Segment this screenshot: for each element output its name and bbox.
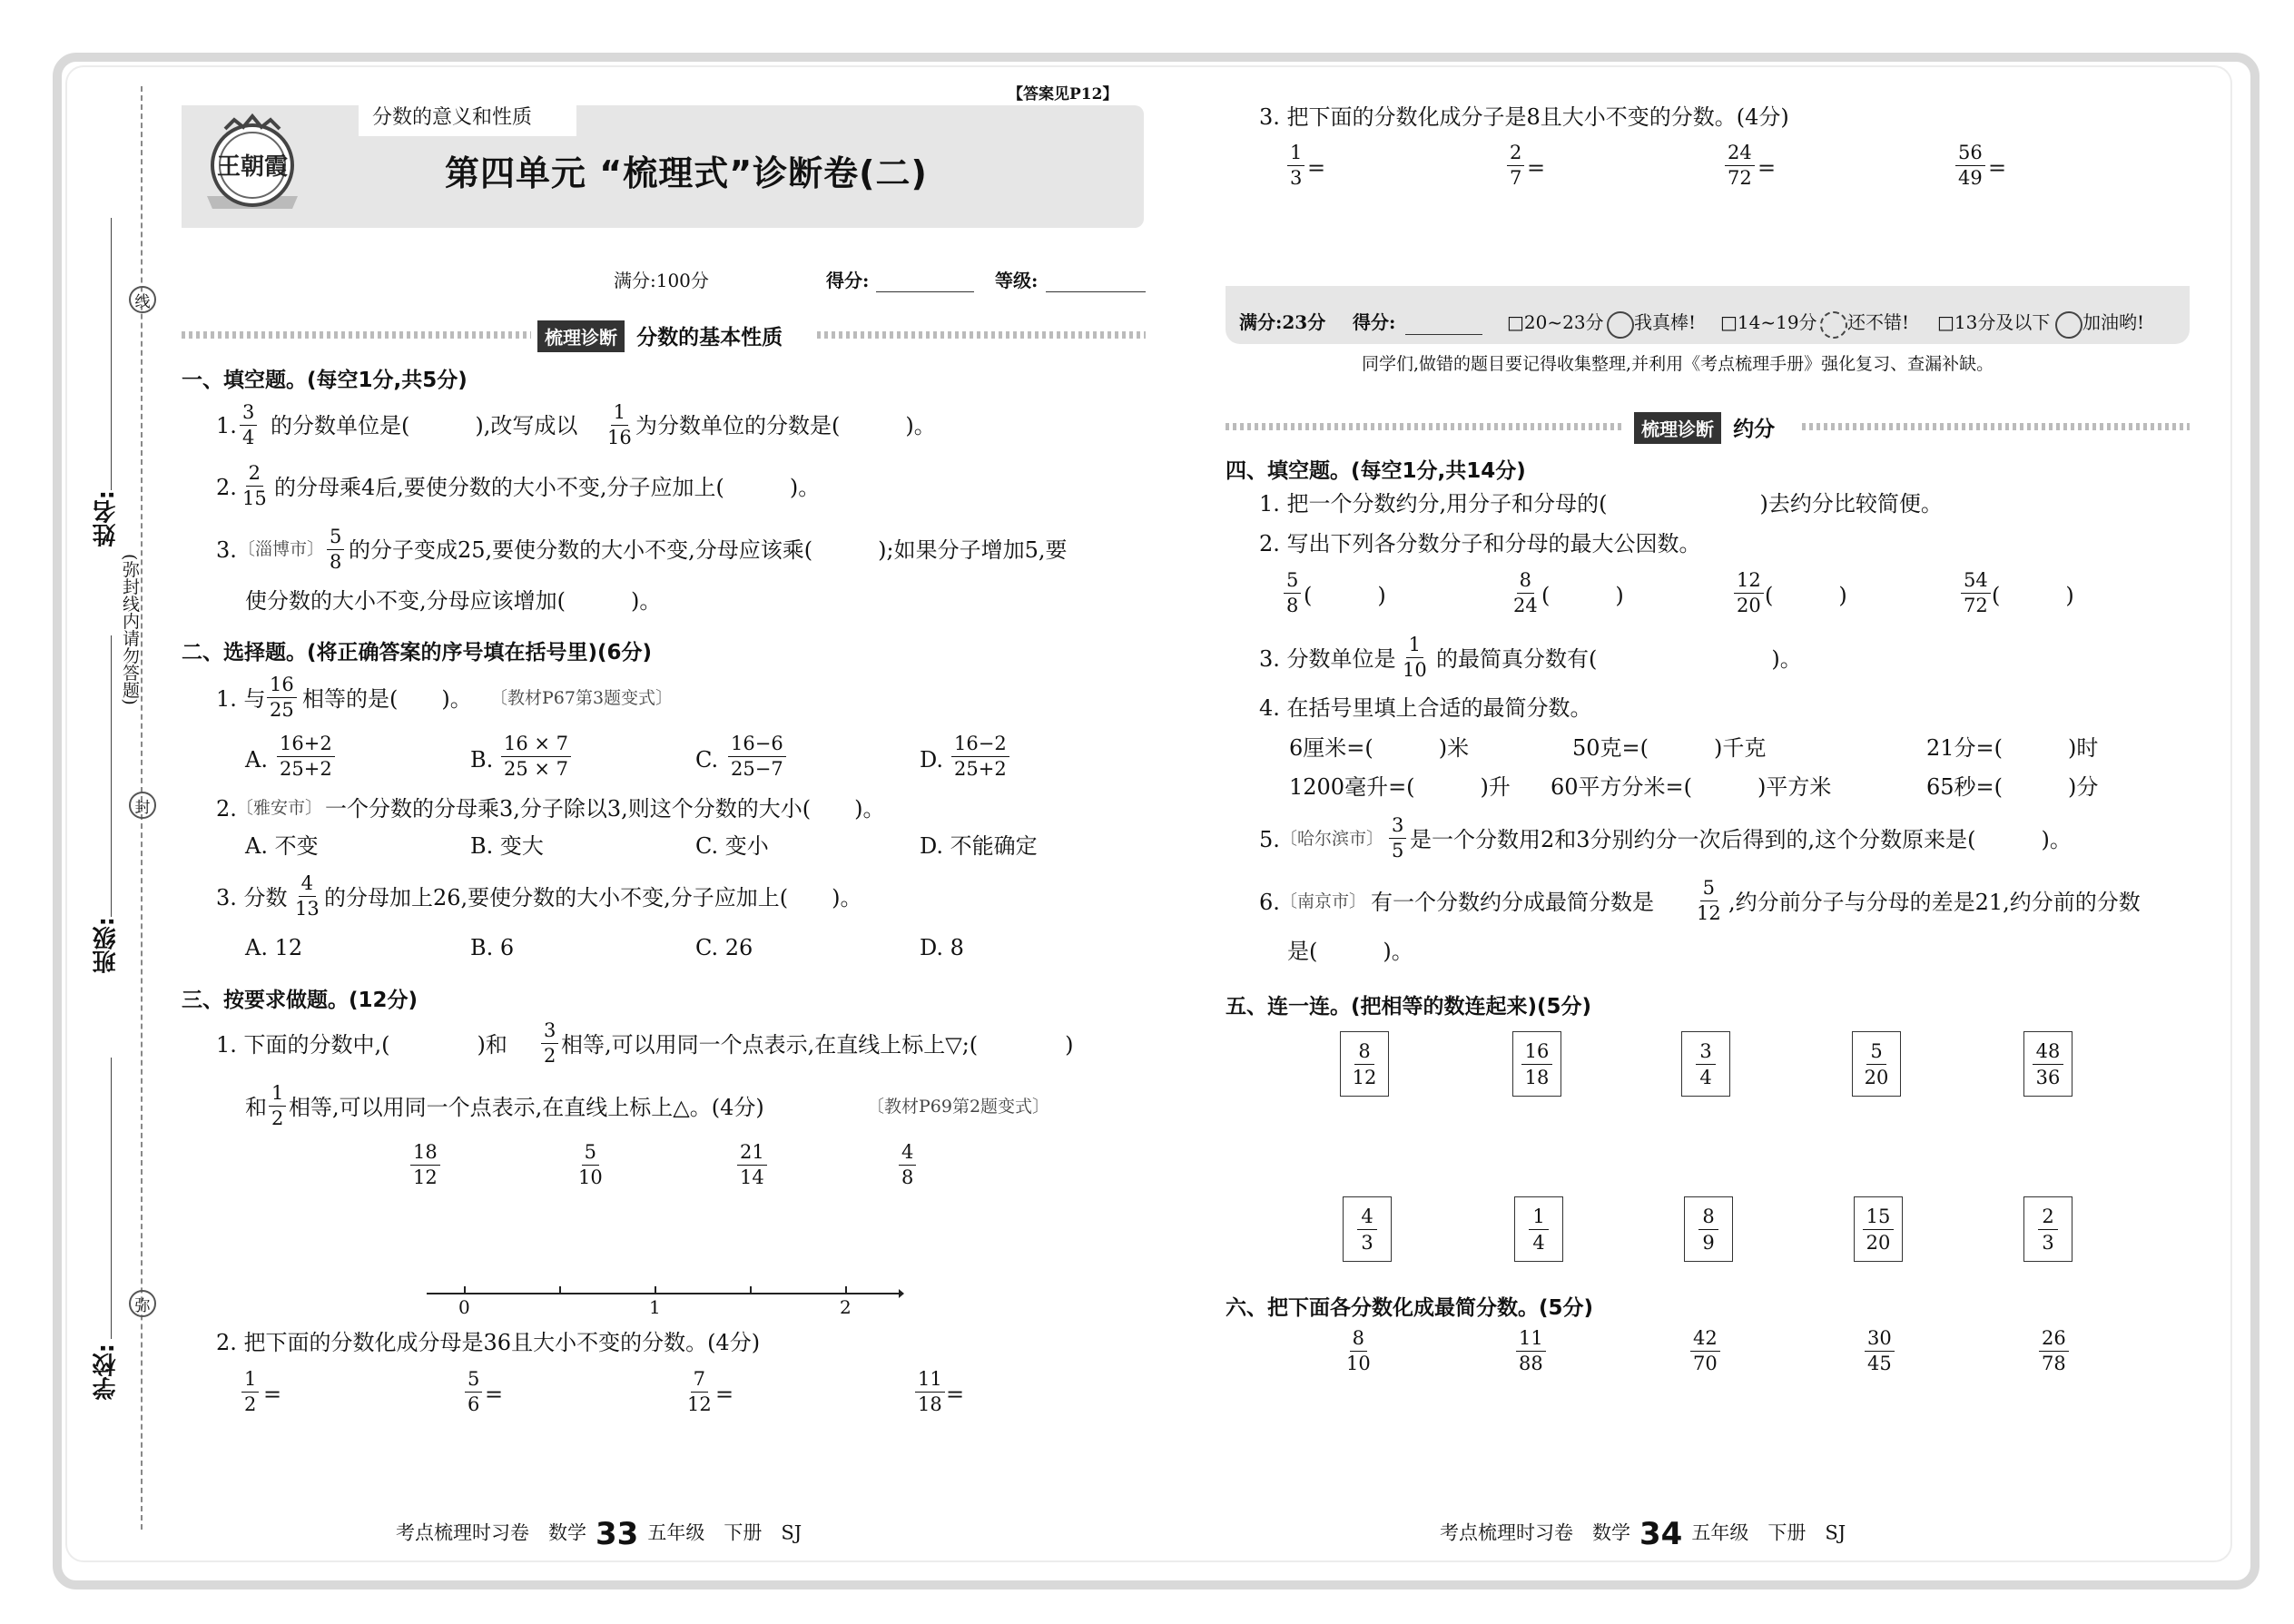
seal-note: (弥封线内请勿答题) bbox=[120, 554, 140, 705]
footer-left bbox=[396, 1516, 802, 1552]
score-option-2-text: 还不错! bbox=[1847, 311, 1910, 333]
q4-6-text-cont: 是( )。 bbox=[1287, 939, 1413, 964]
option: B. 6 bbox=[470, 935, 515, 960]
score-bar-full: 满分:23分 bbox=[1239, 311, 1326, 333]
page-number: 34 bbox=[1639, 1516, 1683, 1552]
answer-paren[interactable]: ( ) bbox=[1304, 583, 1386, 608]
fraction: $\frac{1}{2}$ bbox=[269, 1083, 286, 1129]
equals-sign: = bbox=[1757, 155, 1777, 181]
fraction: $\frac{11}{88}$ bbox=[1516, 1328, 1546, 1374]
q1-3-text: 的分子变成25,要使分数的大小不变,分母应该乘( );如果分子增加5,要 bbox=[349, 537, 1068, 563]
unit-conversion: 21分=( )时 bbox=[1926, 735, 2099, 761]
equals-sign: = bbox=[485, 1382, 504, 1407]
q3-1-text: 1. 下面的分数中,( )和 bbox=[216, 1032, 507, 1058]
q4-6-text: 有一个分数约分成最简分数是 bbox=[1371, 890, 1654, 915]
fraction: $\frac{1}{10}$ bbox=[1403, 634, 1427, 682]
fraction: $\frac{5}{8}$ bbox=[1284, 570, 1301, 616]
fraction: $\frac{2}{7}$ bbox=[1507, 143, 1524, 189]
q2-1-ref: 〔教材P67第3题变式〕 bbox=[490, 688, 674, 708]
grade-label: 等级: bbox=[995, 270, 1039, 291]
unit-conversion: 60平方分米=( )平方米 bbox=[1551, 774, 1832, 800]
number-line[interactable] bbox=[427, 1278, 904, 1324]
cheer-icon bbox=[2055, 311, 2082, 339]
q3-1-ref: 〔教材P69第2题变式〕 bbox=[867, 1097, 1050, 1117]
option: C. 26 bbox=[695, 935, 753, 960]
option-fraction: $\frac{16-6}{25-7}$ bbox=[728, 733, 786, 780]
answer-paren[interactable]: ( ) bbox=[1541, 583, 1624, 608]
fraction: $\frac{30}{45}$ bbox=[1865, 1328, 1895, 1374]
subject-title: 分数的意义和性质 bbox=[372, 106, 533, 129]
fraction: $\frac{8}{24}$ bbox=[1513, 569, 1538, 617]
fraction: $\frac{21}{14}$ bbox=[737, 1142, 767, 1188]
seal-char-xian: 线 bbox=[129, 286, 156, 313]
match-box-bottom[interactable]: 8 9 bbox=[1684, 1196, 1733, 1262]
fraction: $\frac{24}{72}$ bbox=[1725, 143, 1755, 189]
footer-grade: 五年级 下册 SJ bbox=[647, 1521, 802, 1544]
equals-sign: = bbox=[263, 1382, 282, 1407]
option-label: B. bbox=[470, 747, 494, 773]
q2-3-text: 3. 分数 bbox=[216, 885, 288, 910]
q1-3-text-cont: 使分数的大小不变,分母应该增加( )。 bbox=[245, 588, 662, 614]
unit-conversion: 50克=( )千克 bbox=[1572, 735, 1767, 761]
answer-ref: 【答案见P12】 bbox=[1008, 85, 1118, 103]
q4-3-text: 3. 分数单位是 bbox=[1259, 646, 1396, 672]
q3-3-title: 3. 把下面的分数化成分子是8且大小不变的分数。(4分) bbox=[1259, 104, 1789, 130]
fraction: $\frac{2}{15}$ bbox=[242, 462, 267, 510]
fraction: $\frac{54}{72}$ bbox=[1961, 570, 1991, 616]
section2-tag: 梳理诊断 bbox=[1634, 412, 1721, 444]
number-line-label: 2 bbox=[840, 1296, 852, 1318]
fraction: $\frac{26}{78}$ bbox=[2039, 1328, 2069, 1374]
seal-char-feng: 封 bbox=[129, 792, 156, 819]
unit-conversion: 1200毫升=( )升 bbox=[1289, 774, 1511, 800]
fraction: $\frac{1}{3}$ bbox=[1287, 143, 1305, 189]
section-divider bbox=[817, 331, 1146, 339]
q6-title: 六、把下面各分数化成最简分数。(5分) bbox=[1226, 1296, 1594, 1320]
answer-paren[interactable]: ( ) bbox=[1765, 583, 1847, 608]
fraction: $\frac{3}{4}$ bbox=[240, 402, 257, 448]
unit-conversion: 65秒=( )分 bbox=[1926, 774, 2099, 800]
q2-2-text: 一个分数的分母乘3,分子除以3,则这个分数的大小( )。 bbox=[325, 796, 885, 822]
footer-right bbox=[1440, 1516, 1846, 1552]
option-fraction: $\frac{16-2}{25+2}$ bbox=[951, 733, 1009, 780]
score-bar-score: 得分: bbox=[1353, 311, 1396, 333]
unit-conversion: 6厘米=( )米 bbox=[1289, 735, 1470, 761]
svg-text:王朝霞: 王朝霞 bbox=[216, 153, 289, 181]
q4-5-text: 是一个分数用2和3分别约分一次后得到的,这个分数原来是( )。 bbox=[1410, 827, 2072, 852]
equals-sign: = bbox=[1307, 155, 1326, 181]
fraction: $\frac{5}{8}$ bbox=[327, 527, 344, 573]
school-line bbox=[111, 1058, 112, 1339]
fraction: $\frac{3}{2}$ bbox=[541, 1020, 558, 1067]
q2-1-text: 1. 与 bbox=[216, 686, 266, 712]
fraction: $\frac{5}{10}$ bbox=[578, 1141, 603, 1189]
fraction: $\frac{7}{12}$ bbox=[687, 1368, 712, 1416]
section1-heading bbox=[537, 320, 783, 352]
q1-1-text: 的分数单位是( ),改写成以 bbox=[271, 413, 578, 438]
score-option-1-text: 我真棒! bbox=[1634, 311, 1697, 333]
option-fraction: $\frac{16 \times 7}{25 \times 7}$ bbox=[501, 733, 571, 780]
q3-1-text-cont: 相等,可以用同一个点表示,在直线上标上△。(4分) bbox=[289, 1095, 764, 1120]
q1-1-num: 1. bbox=[216, 413, 237, 438]
option-label: A. bbox=[245, 747, 268, 773]
publisher-logo bbox=[198, 109, 307, 218]
q4-6-ref: 〔南京市〕 bbox=[1280, 891, 1367, 911]
q2-title: 二、选择题。(将正确答案的序号填在括号里)(6分) bbox=[182, 641, 653, 664]
match-box-bottom[interactable]: 4 3 bbox=[1343, 1196, 1392, 1262]
school-label: 学校: bbox=[93, 1343, 120, 1401]
score-line[interactable] bbox=[876, 291, 974, 292]
score-option-3[interactable]: □13分及以下 bbox=[1937, 311, 2051, 333]
option: C. 变小 bbox=[695, 833, 769, 859]
q1-3-num: 3. bbox=[216, 537, 237, 563]
full-score: 满分:100分 bbox=[614, 270, 709, 291]
fraction: $\frac{16}{25}$ bbox=[267, 674, 297, 721]
name-label: 姓名: bbox=[93, 490, 120, 547]
name-line bbox=[111, 218, 112, 490]
grade-line[interactable] bbox=[1046, 291, 1146, 292]
number-line-label: 0 bbox=[458, 1296, 470, 1318]
fraction: $\frac{18}{12}$ bbox=[410, 1142, 440, 1188]
section-divider bbox=[182, 331, 531, 339]
footer-grade: 五年级 下册 SJ bbox=[1691, 1521, 1846, 1544]
q2-1-text: 相等的是( )。 bbox=[302, 686, 472, 712]
section-divider bbox=[1802, 423, 2190, 430]
q3-2-title: 2. 把下面的分数化成分母是36且大小不变的分数。(4分) bbox=[216, 1330, 761, 1355]
smiley-icon bbox=[1607, 311, 1634, 339]
option: A. 12 bbox=[245, 935, 303, 960]
class-line bbox=[111, 635, 112, 917]
score-option-3-text: 加油哟! bbox=[2082, 311, 2145, 333]
fraction: $\frac{5}{12}$ bbox=[1697, 877, 1721, 925]
q4-4-text: 4. 在括号里填上合适的最简分数。 bbox=[1259, 695, 1592, 721]
q1-3-ref: 〔淄博市〕 bbox=[238, 539, 325, 559]
section1-tag: 梳理诊断 bbox=[537, 320, 625, 352]
score-label: 得分: bbox=[826, 270, 870, 291]
score-option-1[interactable]: □20~23分 bbox=[1507, 311, 1604, 333]
fraction: $\frac{4}{8}$ bbox=[899, 1142, 916, 1188]
match-box-bottom[interactable]: 2 3 bbox=[2023, 1196, 2072, 1262]
section-divider bbox=[1226, 423, 1625, 430]
q3-1-text: 相等,可以用同一个点表示,在直线上标上▽;( ) bbox=[561, 1032, 1074, 1058]
match-box-bottom[interactable]: 15 20 bbox=[1854, 1196, 1903, 1262]
equals-sign: = bbox=[1527, 155, 1546, 181]
option: D. 8 bbox=[920, 935, 964, 960]
q1-2-text: 的分母乘4后,要使分数的大小不变,分子应加上( )。 bbox=[274, 475, 821, 500]
q5-title: 五、连一连。(把相等的数连起来)(5分) bbox=[1226, 995, 1592, 1019]
score-option-2[interactable]: □14~19分 bbox=[1720, 311, 1817, 333]
option-label: C. bbox=[695, 747, 719, 773]
score-bar-line[interactable] bbox=[1405, 334, 1482, 335]
smile-icon bbox=[1820, 311, 1847, 339]
seal-char-mi: 弥 bbox=[129, 1290, 156, 1317]
option: D. 不能确定 bbox=[920, 833, 1038, 859]
q4-title: 四、填空题。(每空1分,共14分) bbox=[1226, 459, 1526, 483]
q4-6-text: ,约分前分子与分母的差是21,约分前的分数 bbox=[1728, 890, 2141, 915]
option: B. 变大 bbox=[470, 833, 544, 859]
section1-title: 分数的基本性质 bbox=[636, 326, 783, 349]
fraction: $\frac{4}{13}$ bbox=[295, 872, 320, 920]
fraction: $\frac{42}{70}$ bbox=[1690, 1328, 1720, 1374]
q4-1-text: 1. 把一个分数约分,用分子和分母的( )去约分比较简便。 bbox=[1259, 491, 1943, 517]
q4-2-text: 2. 写出下列各分数分子和分母的最大公因数。 bbox=[1259, 531, 1701, 556]
option-label: D. bbox=[920, 747, 944, 773]
match-box-top[interactable]: 3 4 bbox=[1681, 1031, 1730, 1097]
match-box-top[interactable]: 48 36 bbox=[2023, 1031, 2072, 1097]
q1-1-text: 为分数单位的分数是( )。 bbox=[635, 413, 936, 438]
unit-title: 第四单元 “梳理式”诊断卷(二) bbox=[445, 153, 928, 193]
match-box-top[interactable]: 8 12 bbox=[1340, 1031, 1389, 1097]
q4-3-text: 的最简真分数有( )。 bbox=[1436, 646, 1802, 672]
q2-3-text: 的分母加上26,要使分数的大小不变,分子应加上( )。 bbox=[324, 885, 862, 910]
q4-5-ref: 〔哈尔滨市〕 bbox=[1280, 829, 1384, 849]
q3-1-text-cont: 和 bbox=[245, 1095, 267, 1120]
option: A. 不变 bbox=[245, 833, 319, 859]
option-fraction: $\frac{16+2}{25+2}$ bbox=[277, 733, 335, 780]
fraction: $\frac{1}{16}$ bbox=[607, 401, 632, 449]
q3-title: 三、按要求做题。(12分) bbox=[182, 989, 418, 1012]
footer-series: 考点梳理时习卷 数学 bbox=[1440, 1521, 1630, 1544]
equals-sign: = bbox=[715, 1382, 734, 1407]
q4-5-num: 5. bbox=[1259, 827, 1280, 852]
match-box-bottom[interactable]: 1 4 bbox=[1514, 1196, 1563, 1262]
match-box-top[interactable]: 16 18 bbox=[1512, 1031, 1561, 1097]
number-line-label: 1 bbox=[649, 1296, 661, 1318]
fraction: $\frac{8}{10}$ bbox=[1346, 1327, 1371, 1375]
q2-2-ref: 〔雅安市〕 bbox=[236, 798, 323, 818]
fraction: $\frac{56}{49}$ bbox=[1955, 143, 1985, 189]
equals-sign: = bbox=[1988, 155, 2007, 181]
fraction: $\frac{11}{18}$ bbox=[915, 1369, 945, 1415]
reminder-text: 同学们,做错的题目要记得收集整理,并利用《考点梳理手册》强化复习、查漏补缺。 bbox=[1362, 354, 1994, 374]
class-label: 班级: bbox=[93, 917, 120, 974]
answer-paren[interactable]: ( ) bbox=[1992, 583, 2074, 608]
q1-title: 一、填空题。(每空1分,共5分) bbox=[182, 369, 468, 392]
fraction: $\frac{3}{5}$ bbox=[1389, 815, 1406, 861]
page-number: 33 bbox=[596, 1516, 639, 1552]
match-box-top[interactable]: 5 20 bbox=[1852, 1031, 1901, 1097]
fraction: $\frac{1}{2}$ bbox=[241, 1369, 259, 1415]
section2-heading bbox=[1634, 412, 1775, 444]
q4-6-num: 6. bbox=[1259, 890, 1280, 915]
equals-sign: = bbox=[946, 1382, 965, 1407]
section2-title: 约分 bbox=[1733, 418, 1776, 441]
q2-2-num: 2. bbox=[216, 796, 237, 822]
fraction: $\frac{5}{6}$ bbox=[465, 1369, 482, 1415]
q1-2-num: 2. bbox=[216, 475, 237, 500]
footer-series: 考点梳理时习卷 数学 bbox=[396, 1521, 586, 1544]
fraction: $\frac{12}{20}$ bbox=[1734, 570, 1764, 616]
